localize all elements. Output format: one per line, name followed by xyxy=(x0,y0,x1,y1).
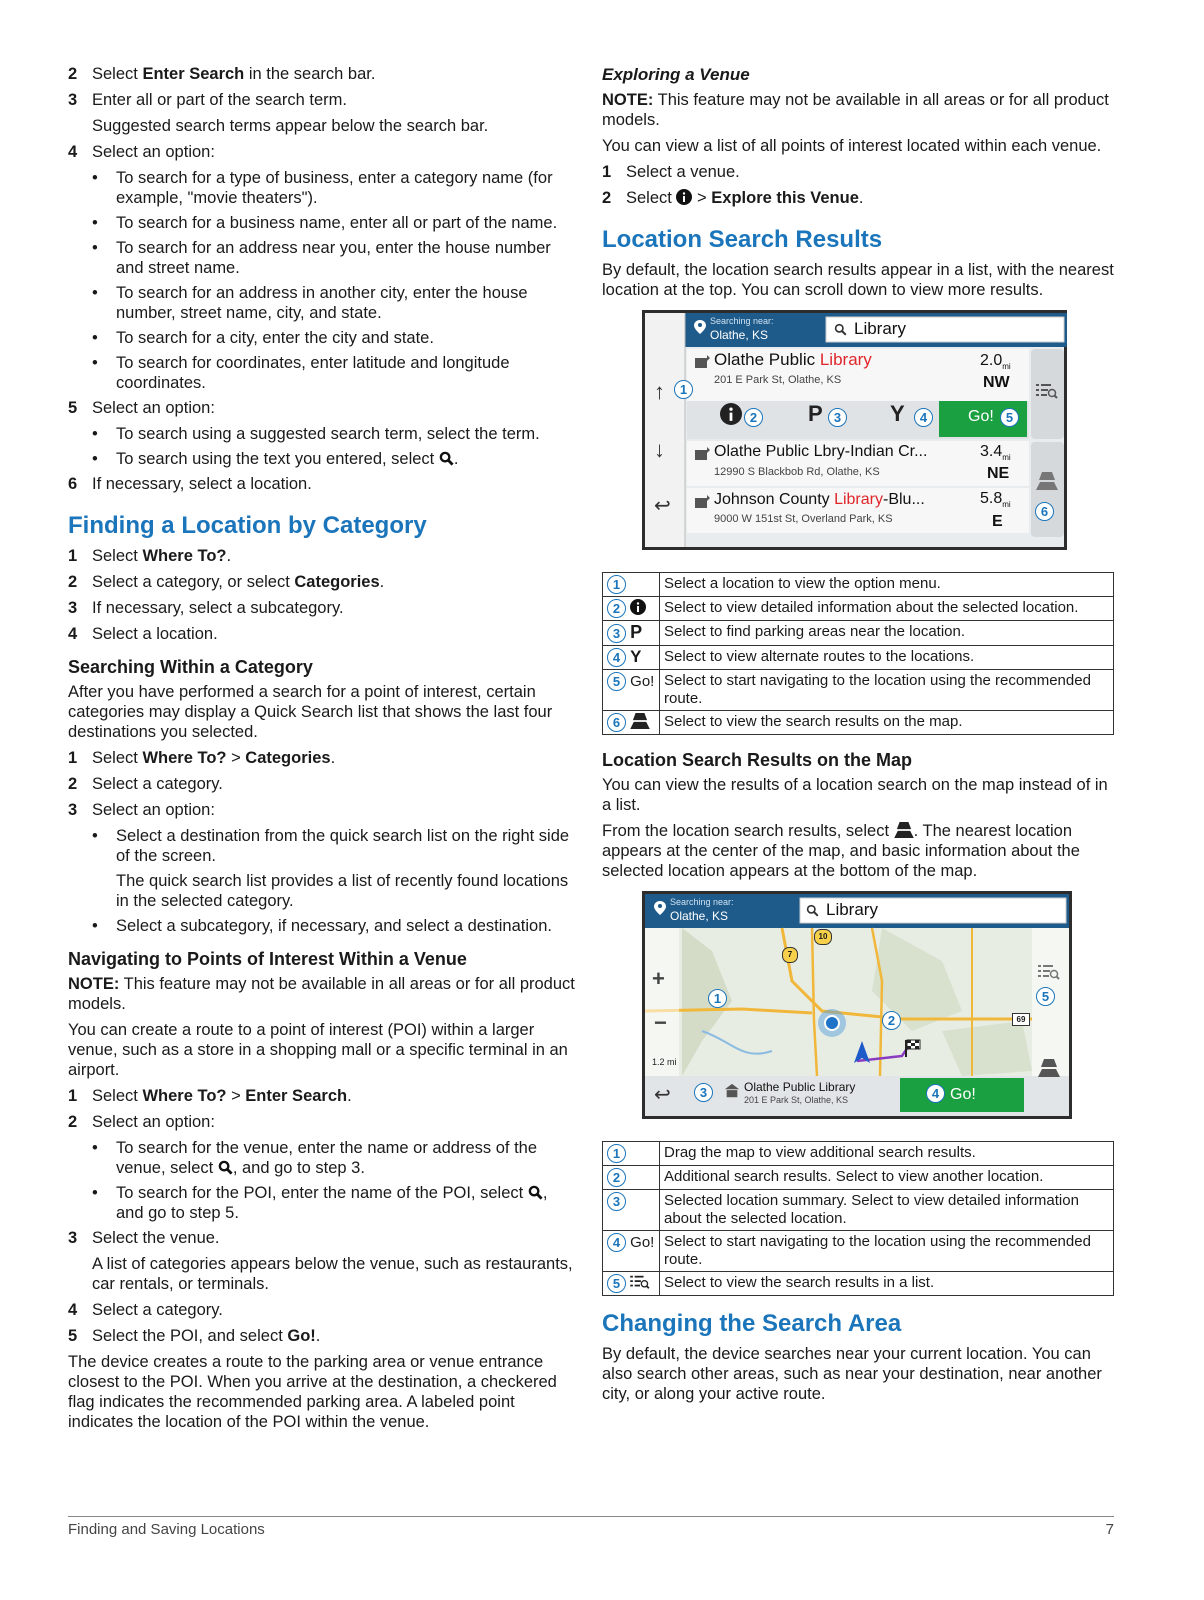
cat-step-1: 1 Select Where To?. xyxy=(68,547,232,565)
poi-icon xyxy=(693,493,711,511)
back-icon[interactable]: ↩ xyxy=(654,1084,671,1106)
venue-step-5: 5 Select the POI, and select Go!. xyxy=(68,1327,321,1345)
heading-changing-search-area: Changing the Search Area xyxy=(602,1310,902,1337)
heading-finding-by-category: Finding a Location by Category xyxy=(68,512,427,539)
search-icon xyxy=(528,1185,543,1200)
result-1-distance: $2.0_{mi}$ xyxy=(980,352,1011,372)
cat-step-3: 3 If necessary, select a subcategory. xyxy=(68,599,344,617)
back-icon[interactable]: ↩ xyxy=(654,495,671,517)
result-2-name[interactable]: Olathe Public Lbry-Indian Cr... xyxy=(714,443,928,460)
list-item: • To search using the text you entered, select . xyxy=(92,450,459,468)
map-results-screenshot xyxy=(642,891,1072,1119)
zoom-in-icon[interactable]: + xyxy=(652,966,665,991)
list-item: • Select a destination from the quick search list on the right side of the screen. xyxy=(92,827,570,865)
map-view-icon xyxy=(894,822,914,838)
results-paragraph: By default, the location search results appear in a list, with the nearest location at the top. You can scroll down to view more results. xyxy=(602,261,1114,299)
callout-1: 1 xyxy=(674,380,693,399)
venue-step-3-note: A list of categories appears below the venue, such as restaurants, car rentals, or terminals. xyxy=(92,1255,573,1293)
callout-1: 1 xyxy=(708,989,727,1008)
heading-navigating-venue: Navigating to Points of Interest Within a Venue xyxy=(68,949,467,969)
routes-icon: Y xyxy=(630,647,642,666)
table-row: 4 Go! Select to start navigating to the location using the recommended route. xyxy=(603,1231,1114,1272)
zoom-out-icon[interactable]: − xyxy=(654,1010,667,1035)
step-5: 5 Select an option: xyxy=(68,399,215,417)
step-2: 2 Select Enter Search in the search bar. xyxy=(68,65,376,83)
table-row: 5 Select to view the search results in a list. xyxy=(603,1272,1114,1296)
map-paragraph-1: You can view the results of a location search on the map instead of in a list. xyxy=(602,776,1108,814)
callout-5: 5 xyxy=(1036,987,1055,1006)
heading-location-search-results: Location Search Results xyxy=(602,226,883,253)
list-view-icon[interactable] xyxy=(1038,963,1060,981)
explore-paragraph: You can view a list of all points of interest located within each venue. xyxy=(602,137,1102,155)
cat-step-4: 4 Select a location. xyxy=(68,625,218,643)
search-icon xyxy=(218,1160,233,1175)
left-column xyxy=(68,64,578,1438)
search-icon xyxy=(834,323,847,336)
heading-exploring-venue: Exploring a Venue xyxy=(602,65,750,84)
searching-near-city[interactable]: Olathe, KS xyxy=(670,909,729,923)
parking-button[interactable]: P xyxy=(808,401,823,426)
callout-2: 2 xyxy=(882,1011,901,1030)
search-input[interactable]: Library xyxy=(854,319,906,338)
step-3-note: Suggested search terms appear below the search bar. xyxy=(92,117,489,135)
within-paragraph: After you have performed a search for a point of interest, certain categories may display a Quick Search list that shows the last four destinations you selected. xyxy=(68,683,553,741)
table-row: 2 Select to view detailed information about the selected location. xyxy=(603,597,1114,621)
callout-5: 5 xyxy=(1000,408,1019,427)
result-2-direction: NE xyxy=(987,465,1010,482)
callout-3: 3 xyxy=(694,1083,713,1102)
callout-4: 4 xyxy=(914,408,933,427)
venue-paragraph: You can create a route to a point of interest (POI) within a larger venue, such as a store in a shopping mall or a specific terminal in an airport. xyxy=(68,1021,568,1079)
map-paragraph-2: From the location search results, select . The nearest location appears at the center of the map, and basic information about the selected location appears at the bottom of the map. xyxy=(602,822,1080,880)
searching-near-label: Searching near: xyxy=(670,897,734,907)
list-item: • To search for the POI, enter the name of the POI, select , and go to step 5. xyxy=(92,1184,548,1222)
scroll-down-icon[interactable]: ↓ xyxy=(654,437,665,462)
poi-icon xyxy=(724,1083,740,1099)
search-input[interactable]: Library xyxy=(826,900,878,919)
road-shield: 10 xyxy=(814,929,832,945)
within-step-2: 2 Select a category. xyxy=(68,775,223,793)
map-scale: 1.2 mi xyxy=(652,1057,677,1067)
map-view-icon[interactable] xyxy=(1036,472,1058,490)
searching-near-city[interactable]: Olathe, KS xyxy=(710,328,769,342)
searching-near-label: Searching near: xyxy=(710,316,774,326)
venue-step-3: 3 Select the venue. xyxy=(68,1229,220,1247)
page-number: 7 xyxy=(1105,1521,1114,1538)
page-footer xyxy=(68,1516,1114,1540)
info-button[interactable] xyxy=(720,403,742,425)
within-step-1: 1 Select Where To? > Categories. xyxy=(68,749,336,767)
list-item: • To search for an address near you, enter the house number and street name. xyxy=(92,239,551,277)
venue-end-paragraph: The device creates a route to the parking area or venue entrance closest to the POI. When you arrive at the destination, a checkered flag indicates the recommended parking area. A labeled point indicates the location of the POI within the venue. xyxy=(68,1353,557,1431)
step-4: 4 Select an option: xyxy=(68,143,215,161)
alternate-routes-button[interactable]: Y xyxy=(890,401,905,426)
go-button[interactable]: Go! xyxy=(950,1086,976,1103)
selected-location-name[interactable]: Olathe Public Library xyxy=(744,1080,856,1094)
explore-step-1: 1 Select a venue. xyxy=(602,163,740,181)
legend-table-2 xyxy=(602,1141,1114,1296)
list-view-icon[interactable] xyxy=(1036,382,1058,400)
result-3-name[interactable]: Johnson County Library-Blu... xyxy=(714,491,925,508)
result-1-address: 201 E Park St, Olathe, KS xyxy=(714,374,842,386)
callout-4: 4 xyxy=(926,1084,945,1103)
search-results-screenshot xyxy=(642,310,1067,550)
within-step-3: 3 Select an option: xyxy=(68,801,215,819)
location-pin-icon xyxy=(694,320,706,334)
info-icon xyxy=(630,599,646,615)
table-row: 6 Select to view the search results on the map. xyxy=(603,711,1114,735)
result-3-distance: $5.8_{mi}$ xyxy=(980,490,1011,510)
road-shield: 7 xyxy=(782,947,798,963)
area-paragraph: By default, the device searches near your current location. You can also search other areas, such as near your destination, near another city, or along your active route. xyxy=(602,1345,1102,1403)
venue-step-1: 1 Select Where To? > Enter Search. xyxy=(68,1087,352,1105)
search-icon xyxy=(439,451,454,466)
legend-table-1 xyxy=(602,572,1114,735)
search-icon xyxy=(806,904,819,917)
list-item: • To search for a city, enter the city and state. xyxy=(92,329,434,347)
venue-step-4: 4 Select a category. xyxy=(68,1301,223,1319)
list-item: • To search for the venue, enter the name or address of the venue, select , and go to step 3. xyxy=(92,1139,537,1177)
table-row: 1 Drag the map to view additional search results. xyxy=(603,1142,1114,1166)
explore-step-2: 2 Select > Explore this Venue. xyxy=(602,189,864,207)
list-item: • To search for an address in another city, enter the house number, street name, city, and state. xyxy=(92,284,528,322)
callout-6: 6 xyxy=(1035,502,1054,521)
result-1-direction: NW xyxy=(983,374,1010,391)
list-item: • To search for a business name, enter all or part of the name. xyxy=(92,214,558,232)
cat-step-2: 2 Select a category, or select Categories. xyxy=(68,573,385,591)
info-icon xyxy=(676,189,692,205)
result-2-address: 12990 S Blackbob Rd, Olathe, KS xyxy=(714,466,880,478)
result-3-address: 9000 W 151st St, Overland Park, KS xyxy=(714,513,893,525)
list-item: • To search using a suggested search term, select the term. xyxy=(92,425,540,443)
list-item-note: The quick search list provides a list of recently found locations in the selected category. xyxy=(116,872,569,910)
explore-note: NOTE: This feature may not be available in all areas or for all product models. xyxy=(602,91,1109,129)
step-3: 3 Enter all or part of the search term. xyxy=(68,91,347,109)
poi-icon xyxy=(693,353,711,371)
table-row: 3 P Select to find parking areas near the location. xyxy=(603,621,1114,646)
right-column xyxy=(602,64,1117,1410)
result-1-name[interactable]: Olathe Public Library xyxy=(714,350,872,369)
list-item: • To search for a type of business, enter a category name (for example, "movie theaters"). xyxy=(92,169,553,207)
step-6: 6 If necessary, select a location. xyxy=(68,475,312,493)
selected-location-address: 201 E Park St, Olathe, KS xyxy=(744,1095,849,1105)
result-3-direction: E xyxy=(992,513,1003,530)
table-row: 1 Select a location to view the option menu. xyxy=(603,573,1114,597)
scroll-up-icon[interactable]: ↑ xyxy=(654,379,665,404)
list-item: • Select a subcategory, if necessary, and select a destination. xyxy=(92,917,552,935)
footer-section: Finding and Saving Locations xyxy=(68,1521,265,1538)
road-shield: 69 xyxy=(1012,1013,1030,1026)
venue-step-2: 2 Select an option: xyxy=(68,1113,215,1131)
table-row: 2 Additional search results. Select to view another location. xyxy=(603,1166,1114,1190)
map-view-icon xyxy=(630,713,650,729)
map-view-icon[interactable] xyxy=(1038,1059,1060,1077)
table-row: 4 Y Select to view alternate routes to the locations. xyxy=(603,646,1114,670)
heading-searching-within-category: Searching Within a Category xyxy=(68,657,313,677)
callout-3: 3 xyxy=(828,408,847,427)
table-row: 3 Selected location summary. Select to view detailed information about the selected location. xyxy=(603,1190,1114,1231)
list-item: • To search for coordinates, enter latitude and longitude coordinates. xyxy=(92,354,510,392)
result-2-distance: $3.4_{mi}$ xyxy=(980,443,1011,463)
go-button[interactable]: Go! xyxy=(968,408,994,425)
location-pin-icon xyxy=(654,901,666,915)
checkered-flag-icon xyxy=(904,1039,922,1057)
list-view-icon xyxy=(630,1274,650,1290)
table-row: 5 Go! Select to start navigating to the location using the recommended route. xyxy=(603,670,1114,711)
parking-icon: P xyxy=(630,622,643,642)
heading-results-on-map: Location Search Results on the Map xyxy=(602,750,913,770)
callout-2: 2 xyxy=(744,408,763,427)
poi-icon xyxy=(693,445,711,463)
venue-note: NOTE: This feature may not be available in all areas or for all product models. xyxy=(68,975,575,1013)
